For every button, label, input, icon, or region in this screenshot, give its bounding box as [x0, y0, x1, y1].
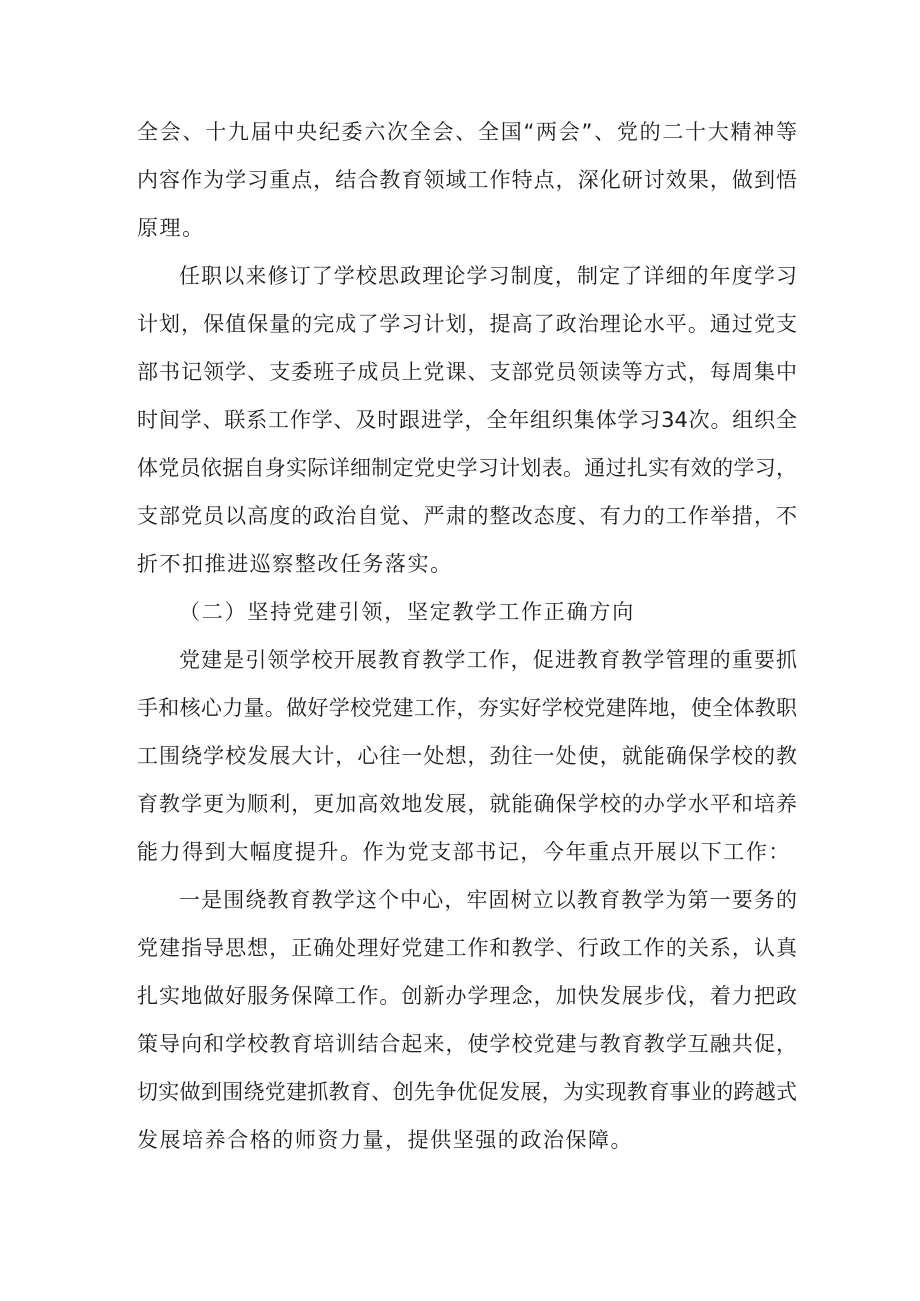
text-line: 策导向和学校教育培训结合起来，使学校党建与教育教学互融共促， [137, 1032, 797, 1056]
text-line: 部书记领学、支委班子成员上党课、支部党员领读等方式，每周集中 [137, 360, 797, 384]
text-line: 折不扣推进巡察整改任务落实。 [137, 552, 453, 576]
text-line: 体党员依据自身实际详细制定党史学习计划表。通过扎实有效的学习， [137, 456, 797, 480]
text-line: 扎实地做好服务保障工作。创新办学理念，加快发展步伐，着力把政 [137, 984, 797, 1008]
text-line: 发展培养合格的师资力量，提供坚强的政治保障。 [137, 1128, 634, 1152]
text-line: 工围绕学校发展大计，心往一处想，劲往一处使，就能确保学校的教 [137, 744, 797, 768]
text-line: 任职以来修订了学校思政理论学习制度，制定了详细的年度学习 [179, 264, 797, 288]
text-line: 计划，保值保量的完成了学习计划，提高了政治理论水平。通过党支 [137, 312, 797, 336]
text-line: 能力得到大幅度提升。作为党支部书记，今年重点开展以下工作： [137, 840, 791, 864]
text-line: 原理。 [137, 216, 205, 240]
text-line: 手和核心力量。做好学校党建工作，夯实好学校党建阵地，使全体教职 [137, 696, 797, 720]
text-line: 一是围绕教育教学这个中心，牢固树立以教育教学为第一要务的 [179, 888, 797, 912]
text-line: 时间学、联系工作学、及时跟进学，全年组织集体学习34次。组织全 [137, 408, 797, 432]
text-line: 党建是引领学校开展教育教学工作，促进教育教学管理的重要抓 [179, 648, 797, 672]
text-line: 育教学更为顺利，更加高效地发展，就能确保学校的办学水平和培养 [137, 792, 797, 816]
text-line: 内容作为学习重点，结合教育领域工作特点，深化研讨效果，做到悟 [137, 168, 797, 192]
section-heading: （二）坚持党建引领，坚定教学工作正确方向 [179, 600, 635, 624]
text-line: 党建指导思想，正确处理好党建工作和教学、行政工作的关系，认真 [137, 936, 797, 960]
text-line: 支部党员以高度的政治自觉、严肃的整改态度、有力的工作举措，不 [137, 504, 797, 528]
text-line: 切实做到围绕党建抓教育、创先争优促发展，为实现教育事业的跨越式 [137, 1080, 797, 1104]
text-line: 全会、十九届中央纪委六次全会、全国“两会”、党的二十大精神等 [137, 120, 797, 144]
